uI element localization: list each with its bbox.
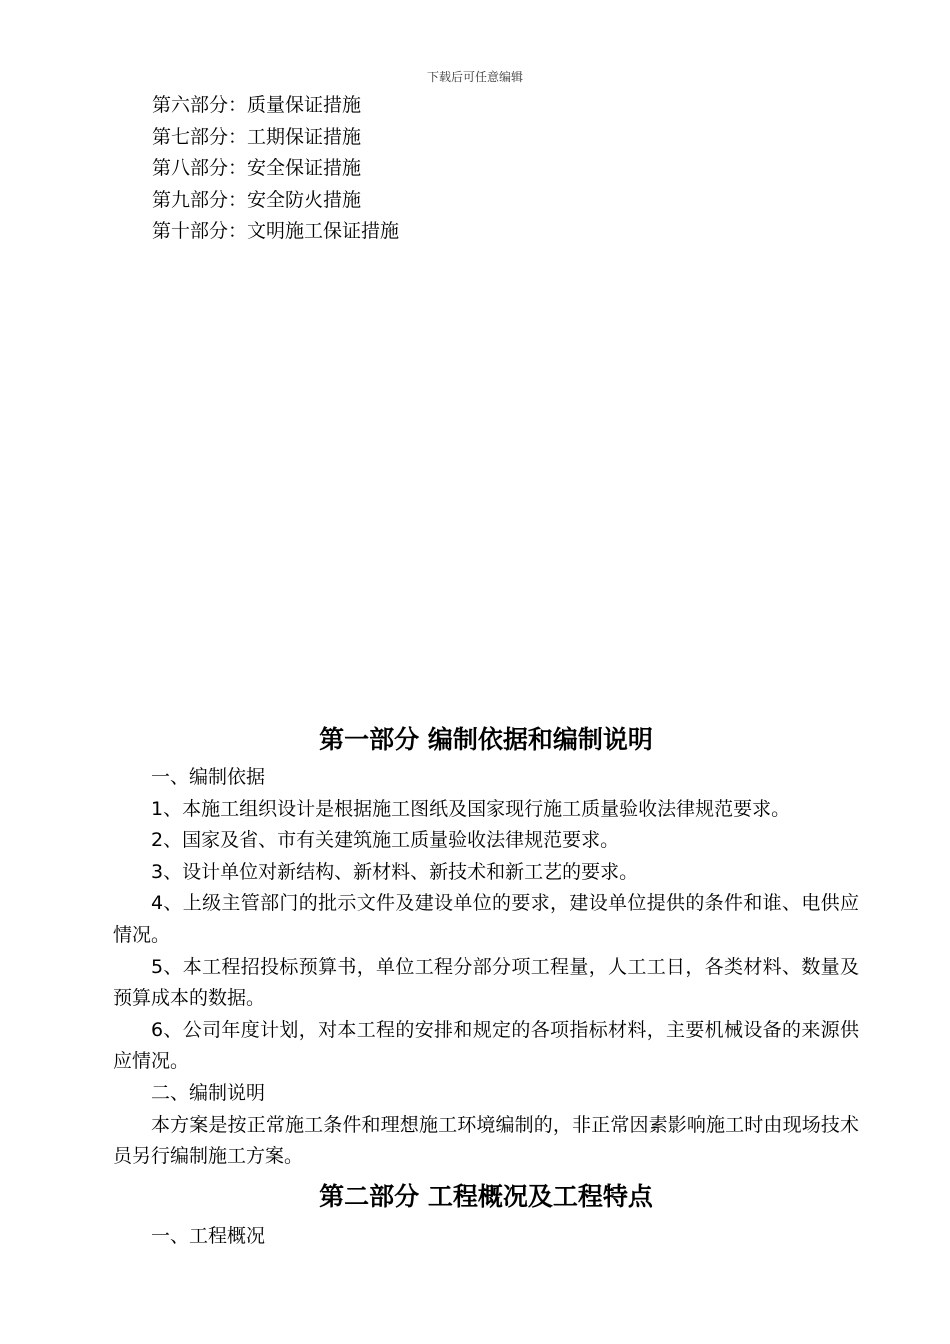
part1-title: 第一部分 编制依据和编制说明 xyxy=(319,725,653,754)
basis-item-3: 3、设计单位对新结构、新材料、新技术和新工艺的要求。 xyxy=(151,860,639,883)
basis-item-2: 2、国家及省、市有关建筑施工质量验收法律规范要求。 xyxy=(151,829,620,852)
notes-text: 本方案是按正常施工条件和理想施工环境编制的，非正常因素影响施工时由现场技术员另行编制施工方案。 xyxy=(113,1113,859,1168)
toc-item-part-8: 第八部分：安全保证措施 xyxy=(152,157,362,180)
toc-item-part-7: 第七部分：工期保证措施 xyxy=(152,125,362,148)
part2-title: 第二部分 工程概况及工程特点 xyxy=(319,1181,653,1211)
table-of-contents xyxy=(152,90,399,248)
document-body xyxy=(113,720,859,1252)
basis-item-6: 6、公司年度计划，对本工程的安排和规定的各项指标材料，主要机械设备的来源供应情况。 xyxy=(113,1018,859,1073)
notes-heading: 二、编制说明 xyxy=(151,1081,266,1104)
basis-heading: 一、编制依据 xyxy=(151,766,266,788)
basis-item-4: 4、上级主管部门的批示文件及建设单位的要求，建设单位提供的条件和谁、电供应情况。 xyxy=(113,892,859,946)
toc-item-part-6: 第六部分：质量保证措施 xyxy=(152,94,362,116)
toc-item-part-9: 第九部分：安全防火措施 xyxy=(152,188,362,211)
page-header: 下载后可任意编辑 xyxy=(426,70,523,84)
basis-item-5: 5、本工程招投标预算书，单位工程分部分项工程量，人工工日，各类材料、数量及预算成本的数据。 xyxy=(113,955,859,1010)
basis-item-1: 1、本施工组织设计是根据施工图纸及国家现行施工质量验收法律规范要求。 xyxy=(151,797,791,820)
overview-heading: 一、工程概况 xyxy=(151,1224,266,1247)
toc-item-part-10: 第十部分：文明施工保证措施 xyxy=(152,220,400,243)
